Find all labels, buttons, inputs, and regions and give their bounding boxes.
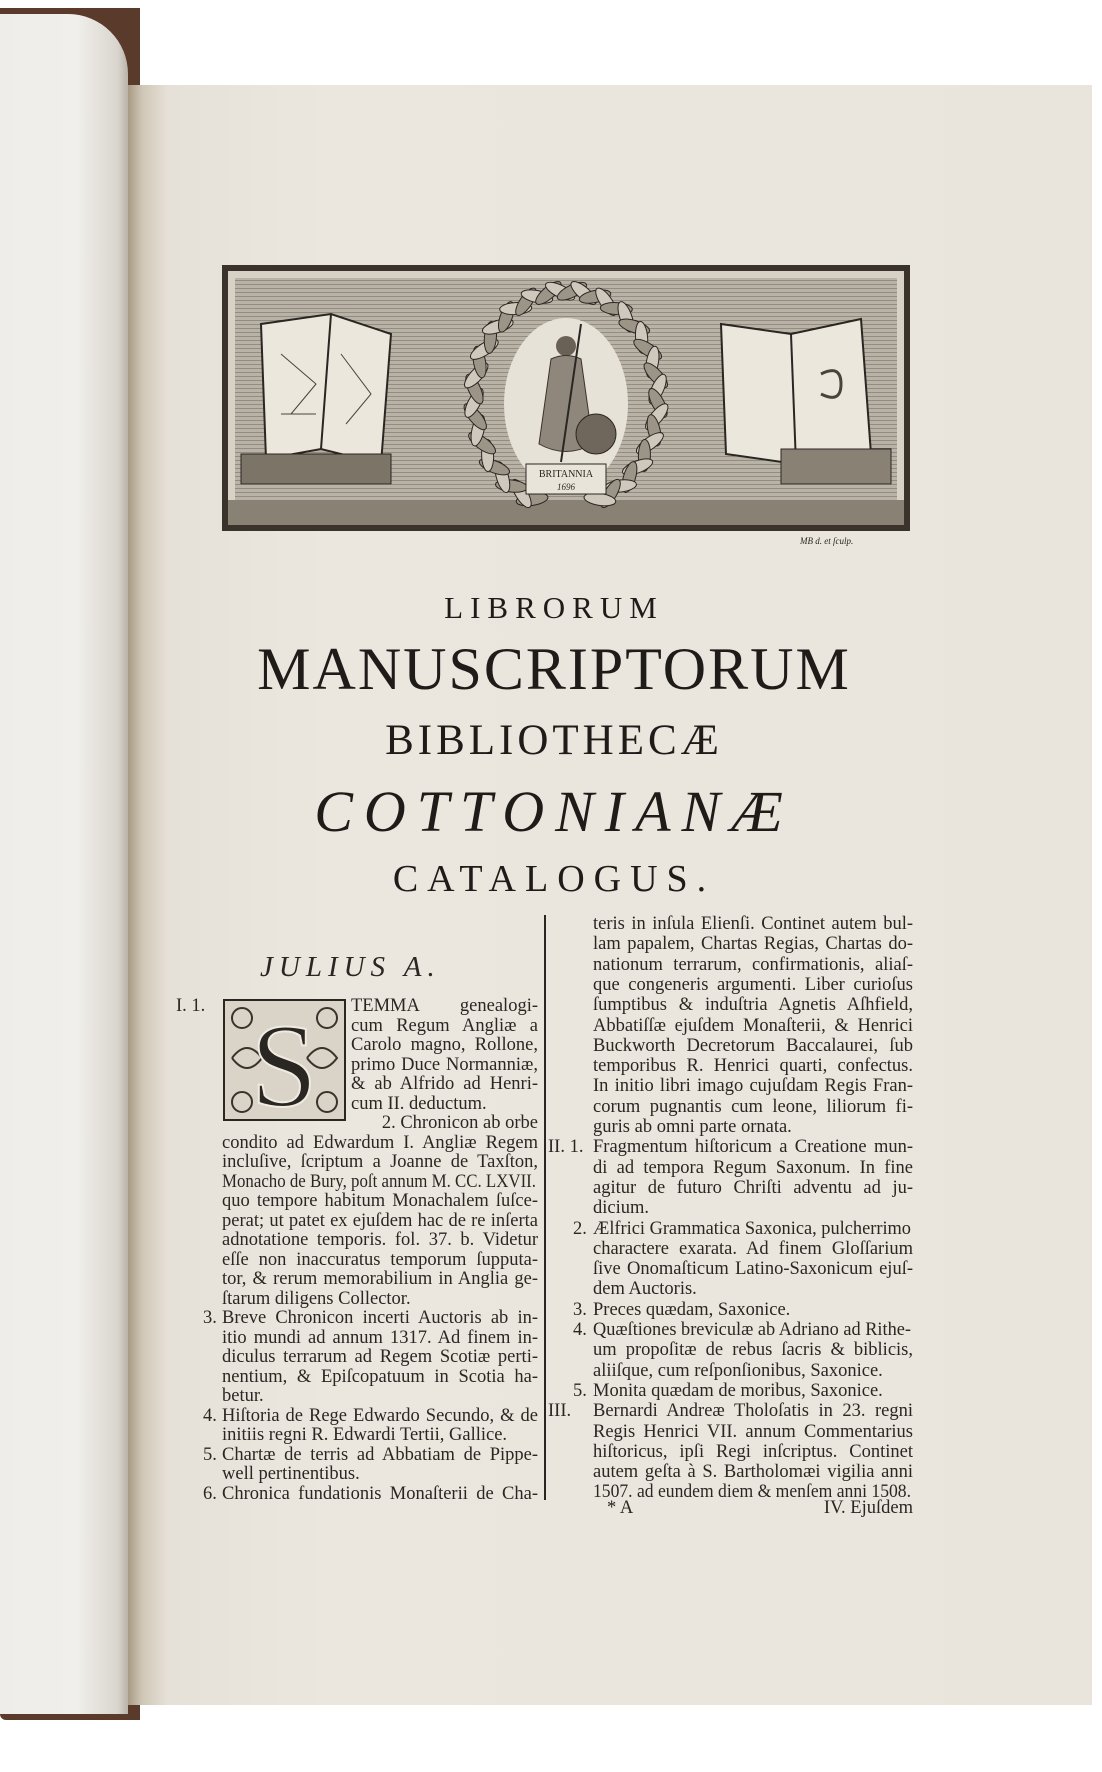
pedestal-label: BRITANNIA: [538, 469, 594, 480]
engraved-headpiece: [221, 264, 911, 532]
text-line: quo tempore habitum Monachalem ſuſce-: [222, 1191, 538, 1211]
entry-number: 6.: [203, 1483, 217, 1504]
text-line: Ælfrici Grammatica Saxonica, pulcherrimo: [593, 1218, 911, 1239]
pedestal-year: 1696: [557, 482, 575, 492]
text-line: que congeneris argumenti. Liber curioſus: [593, 974, 913, 995]
text-line: autem geſta à S. Bartholomæi vigilia anni: [593, 1462, 913, 1483]
text-line: dicium.: [593, 1198, 650, 1219]
entry-number: 2.: [573, 1218, 587, 1239]
text-line: Fragmentum hiſtoricum a Creatione mun-: [593, 1137, 913, 1158]
text-line: temporibus R. Henrici quarti, confectus.: [593, 1056, 913, 1077]
signature-mark: * A: [607, 1498, 634, 1518]
entry-number: 5.: [203, 1444, 217, 1465]
text-line: Quæſtiones breviculæ ab Adriano ad Rithe-: [593, 1320, 912, 1340]
entry-number: 4.: [203, 1405, 217, 1426]
text-line: TEMMA genealogi-: [351, 996, 538, 1016]
text-line: Chronica fundationis Monaſterii de Cha-: [222, 1483, 538, 1504]
text-line: nationum terrarum, confirmationis, aliaſ-: [593, 954, 913, 975]
text-line: 2. Chronicon ab orbe: [381, 1113, 538, 1133]
text-line: Preces quædam, Saxonice.: [593, 1299, 791, 1320]
section-heading: JULIUS A.: [260, 951, 441, 983]
text-line: guris ab omni parte ornata.: [593, 1117, 792, 1137]
text-line: ſtarum diligens Collector.: [222, 1288, 411, 1309]
text-line: diculus terrarum ad Regem Scotiæ perti-: [222, 1347, 538, 1367]
text-line: 1507. ad eundem diem & menſem anni 1508.: [593, 1482, 911, 1503]
text-line: cum II. deductum.: [351, 1093, 487, 1114]
text-line: tor, & rerum memorabilium in Anglia ge-: [222, 1269, 538, 1289]
text-line: dem Auctoris.: [593, 1279, 697, 1300]
text-line: charactere exarata. Ad finem Gloſſarium: [593, 1238, 913, 1259]
text-line: Hiſtoria de Rege Edwardo Secundo, & de: [222, 1405, 538, 1426]
text-line: Monita quædam de moribus, Saxonice.: [593, 1380, 883, 1401]
text-line: lam papalem, Chartas Regias, Chartas do-: [593, 934, 913, 955]
title-line-manuscriptorum: MANUSCRIPTORUM: [257, 636, 851, 702]
text-line: condito ad Edwardum I. Angliæ Regem: [222, 1132, 538, 1153]
text-line: itio mundi ad annum 1317. Ad finem in-: [222, 1327, 538, 1348]
text-line: In initio libri imago cujuſdam Regis Fran-: [593, 1076, 913, 1097]
text-line: Buckworth Decretorum Baccalaurei, ſub: [593, 1035, 913, 1056]
text-line: hiſtoricus, ipſi Regi inſcriptus. Continet: [593, 1441, 913, 1462]
text-line: primo Duce Normanniæ,: [351, 1054, 538, 1075]
entry-number: III.: [548, 1401, 572, 1422]
text-line: initiis regni R. Edwardi Tertii, Gallice.: [222, 1425, 508, 1445]
text-line: cum Regum Angliæ a: [351, 1015, 538, 1036]
engraver-signature: MB d. et ſculp.: [800, 536, 854, 546]
text-line: perat; ut patet ex ejuſdem hac de re inſerta: [222, 1210, 538, 1231]
text-line: Monacho de Bury, poſt annum M. CC. LXVII.: [222, 1171, 537, 1192]
text-line: teris in inſula Elienſi. Continet autem bul-: [593, 914, 913, 934]
catchword: IV. Ejuſdem: [823, 1498, 913, 1518]
text-line: di ad tempora Regum Saxonum. In fine: [593, 1157, 913, 1178]
text-line: Abbatiſſæ ejuſdem Monaſterii, & Henrici: [593, 1015, 913, 1036]
entry-number: 3.: [203, 1308, 217, 1328]
text-line: incluſive, ſcriptum a Joanne de Taxſton,: [222, 1152, 538, 1172]
facing-page: [0, 14, 128, 1714]
text-line: nentium, & Epiſcopatuum in Scotia ha-: [222, 1366, 538, 1387]
text-line: agitur de futuro Chriſti adventu ad ju-: [593, 1177, 913, 1198]
text-line: aliiſque, cum reſponſionibus, Saxonice.: [593, 1360, 883, 1381]
title-line-cottonianae: COTTONIANÆ: [314, 779, 794, 844]
open-book-left-icon: [241, 314, 391, 484]
text-line: Breve Chronicon incerti Auctoris ab in-: [222, 1308, 538, 1328]
text-line: betur.: [222, 1386, 264, 1406]
text-line: ſumptibus & induſtria Agnetis Aſhfield,: [593, 995, 913, 1016]
title-line-bibliothecae: BIBLIOTHECÆ: [385, 717, 723, 764]
text-line: well pertinentibus.: [222, 1464, 360, 1484]
entry-number: 5.: [573, 1380, 587, 1401]
text-line: ſive Onomaſticum Latino-Saxonicum ejuſ-: [593, 1259, 913, 1280]
entry-number: I. 1.: [176, 996, 206, 1016]
text-line: & ab Alfrido ad Henri-: [351, 1074, 538, 1094]
drop-cap-letter: S: [250, 999, 318, 1122]
text-line: corum pugnantis cum leone, liliorum fi-: [593, 1096, 913, 1117]
title-line-librorum: LIBRORUM: [444, 590, 664, 625]
entry-number: 3.: [573, 1299, 587, 1320]
entry-number: 4.: [573, 1320, 587, 1340]
entry-number: II. 1.: [548, 1137, 584, 1158]
text-line: Carolo magno, Rollone,: [351, 1035, 538, 1055]
text-line: Chartæ de terris ad Abbatiam de Pippe-: [222, 1444, 538, 1465]
text-line: Bernardi Andreæ Tholoſatis in 23. regni: [593, 1401, 913, 1422]
ornamental-drop-cap: [222, 998, 347, 1122]
text-line: adnotatione temporis. fol. 37. b. Videtur: [222, 1230, 538, 1250]
text-line: um propoſitæ de rebus ſacris & biblicis,: [593, 1340, 913, 1361]
text-line: eſſe non inaccuratus temporum ſupputa-: [222, 1249, 538, 1270]
title-line-catalogus: CATALOGUS.: [392, 858, 716, 900]
column-divider: [544, 915, 546, 1500]
text-line: Regis Henrici VII. annum Commentarius: [593, 1421, 913, 1442]
